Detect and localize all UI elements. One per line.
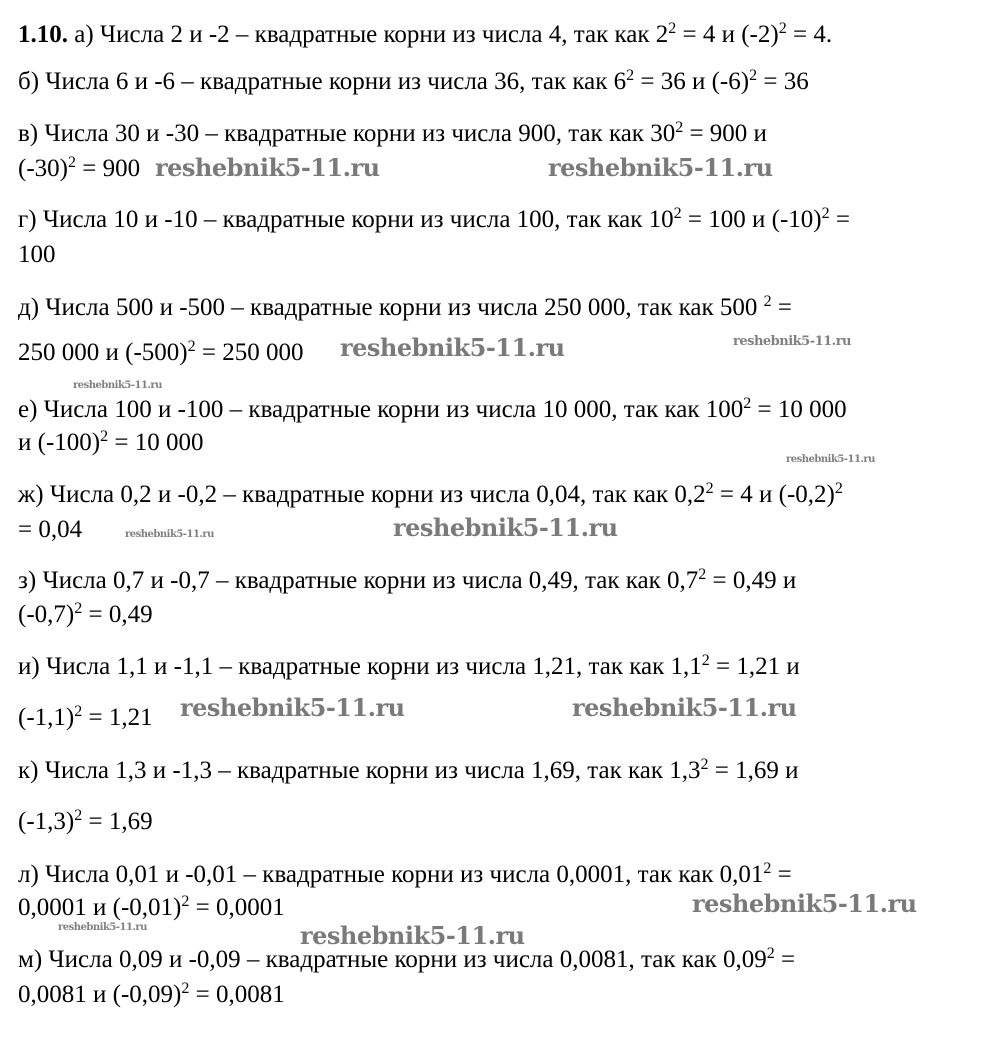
- exponent: 2: [763, 860, 772, 877]
- text-segment: = 1,21 и: [709, 653, 800, 680]
- item-d-line-1: [18, 293, 792, 323]
- text-segment: =: [829, 206, 850, 233]
- watermark: reshebnik5-11.ru: [692, 889, 917, 918]
- item-g-line-1: [18, 205, 850, 235]
- watermark: reshebnik5-11.ru: [300, 921, 525, 950]
- text-segment: =: [771, 294, 792, 321]
- exponent: 2: [181, 893, 190, 910]
- watermark: reshebnik5-11.ru: [340, 333, 565, 362]
- text-segment: = 0,49: [82, 601, 153, 628]
- text-segment: = 1,69 и: [708, 757, 799, 784]
- exponent: 2: [626, 67, 635, 84]
- item-d-line-2: [18, 338, 303, 368]
- watermark: reshebnik5-11.ru: [180, 693, 405, 722]
- item-v-line-1: [18, 119, 767, 149]
- exponent: 2: [187, 338, 196, 355]
- text-segment: = 36: [757, 68, 809, 95]
- text-segment: = 0,49 и: [706, 567, 797, 594]
- exponent: 2: [74, 600, 83, 617]
- text-segment: = 0,0001: [189, 894, 285, 921]
- text-segment: д) Числа 500 и -500 – квадратные корни из числа 250 000, так как 500: [18, 294, 764, 321]
- text-segment: 0,0081 и (-0,09): [18, 981, 182, 1008]
- exponent: 2: [67, 154, 76, 171]
- text-segment: = 250 000: [195, 339, 304, 366]
- text-segment: 250 000 и (-500): [18, 339, 188, 366]
- text-segment: =: [774, 946, 796, 973]
- text-segment: и) Числа 1,1 и -1,1 – квадратные корни из числа 1,21, так как 1,1: [18, 653, 702, 680]
- text-segment: = 4 и (-0,2): [713, 481, 835, 508]
- item-i-line-2: [18, 703, 153, 733]
- exponent: 2: [705, 480, 714, 497]
- exponent: 2: [74, 703, 83, 720]
- item-b-line-1: [18, 67, 809, 97]
- exponent: 2: [743, 395, 752, 412]
- exponent: 2: [701, 652, 710, 669]
- text-segment: =: [771, 861, 792, 888]
- exponent: 2: [763, 293, 772, 310]
- text-segment: = 0,0081: [189, 981, 285, 1008]
- exponent: 2: [74, 807, 83, 824]
- exponent: 2: [181, 980, 190, 997]
- text-segment: ж) Числа 0,2 и -0,2 – квадратные корни из числа 0,04, так как 0,2: [18, 481, 706, 508]
- text-segment: в) Числа 30 и -30 – квадратные корни из числа 900, так как 30: [18, 120, 676, 147]
- exponent: 2: [749, 67, 758, 84]
- item-v-line-2: [18, 154, 140, 184]
- text-segment: б) Числа 6 и -6 – квадратные корни из числа 36, так как 6: [18, 68, 627, 95]
- text-segment: = 100 и (-10): [681, 206, 822, 233]
- text-segment: = 10 000: [751, 396, 847, 423]
- item-zh-line-2: [18, 515, 82, 545]
- exponent: 2: [766, 945, 775, 962]
- exponent: 2: [821, 205, 830, 222]
- text-segment: л) Числа 0,01 и -0,01 – квадратные корни из числа 0,0001, так как 0,01: [18, 861, 764, 888]
- item-z-line-2: [18, 600, 153, 630]
- text-segment: = 900: [75, 155, 141, 182]
- watermark: reshebnik5-11.ru: [393, 513, 618, 542]
- watermark: reshebnik5-11.ru: [58, 922, 147, 933]
- text-segment: (-1,1): [18, 704, 75, 731]
- text-segment: м) Числа 0,09 и -0,09 – квадратные корни из числа 0,0081, так как 0,09: [18, 946, 767, 973]
- item-m-line-2: [18, 980, 285, 1010]
- item-k-line-2: [18, 807, 153, 837]
- watermark: reshebnik5-11.ru: [73, 380, 162, 391]
- text-segment: = 10 000: [108, 429, 204, 456]
- item-l-line-1: [18, 860, 792, 890]
- item-a-line-1: [18, 20, 832, 50]
- text-segment: = 1,21: [82, 704, 153, 731]
- text-segment: 100: [18, 241, 56, 268]
- text-segment: = 0,04: [18, 516, 83, 543]
- exponent: 2: [100, 428, 109, 445]
- text-segment: к) Числа 1,3 и -1,3 – квадратные корни из числа 1,69, так как 1,3: [18, 757, 701, 784]
- exponent: 2: [778, 20, 787, 37]
- text-segment: = 1,69: [82, 808, 153, 835]
- item-zh-line-1: [18, 480, 843, 510]
- exponent: 2: [675, 119, 684, 136]
- text-segment: = 4.: [786, 21, 833, 48]
- watermark: reshebnik5-11.ru: [733, 334, 852, 349]
- watermark: reshebnik5-11.ru: [125, 529, 214, 540]
- item-e-line-2: [18, 428, 203, 458]
- watermark: reshebnik5-11.ru: [572, 693, 797, 722]
- text-segment: (-30): [18, 155, 68, 182]
- text-segment: (-0,7): [18, 601, 75, 628]
- text-segment: (-1,3): [18, 808, 75, 835]
- text-segment: з) Числа 0,7 и -0,7 – квадратные корни из числа 0,49, так как 0,7: [18, 567, 699, 594]
- item-e-line-1: [18, 395, 847, 425]
- watermark: reshebnik5-11.ru: [155, 153, 380, 182]
- text-segment: = 36 и (-6): [634, 68, 750, 95]
- problem-number: 1.10.: [18, 21, 68, 48]
- item-k-line-1: [18, 756, 799, 786]
- watermark: reshebnik5-11.ru: [786, 454, 875, 465]
- item-z-line-1: [18, 566, 796, 596]
- text-segment: = 4 и (-2): [676, 21, 779, 48]
- exponent: 2: [834, 480, 843, 497]
- text-segment: 0,0001 и (-0,01): [18, 894, 182, 921]
- exponent: 2: [668, 20, 677, 37]
- watermark: reshebnik5-11.ru: [548, 153, 773, 182]
- item-l-line-2: [18, 893, 285, 923]
- exponent: 2: [698, 566, 707, 583]
- text-segment: = 900 и: [683, 120, 767, 147]
- text-segment: а) Числа 2 и -2 – квадратные корни из числа 4, так как 2: [74, 21, 669, 48]
- text-segment: г) Числа 10 и -10 – квадратные корни из числа 100, так как 10: [18, 206, 674, 233]
- item-g-line-2: [18, 240, 56, 270]
- exponent: 2: [700, 756, 709, 773]
- text-segment: и (-100): [18, 429, 101, 456]
- item-i-line-1: [18, 652, 800, 682]
- text-segment: е) Числа 100 и -100 – квадратные корни из числа 10 000, так как 100: [18, 396, 744, 423]
- exponent: 2: [673, 205, 682, 222]
